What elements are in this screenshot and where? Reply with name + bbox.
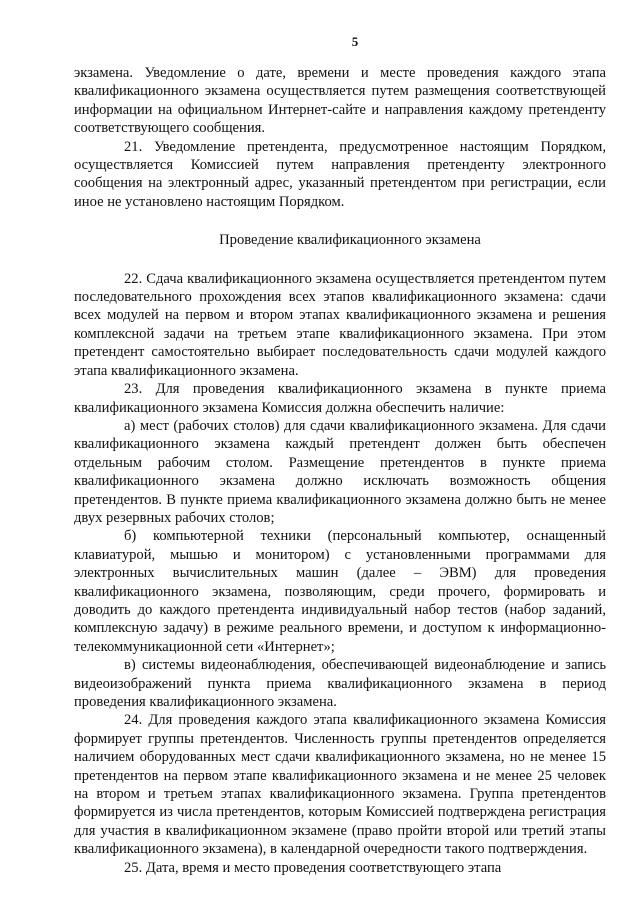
paragraph-continuation: экзамена. Уведомление о дате, времени и месте проведения каждого этапа квалификационного экзамена осуществляется путем размещения соответствующей информации на официальном Интернет-сайте и направления каждому претенденту соответствующего сообщения.: [74, 65, 606, 137]
paragraph-21: 21. Уведомление претендента, предусмотренное настоящим Порядком, осуществляется Комиссией путем направления претенденту электронного сообщения на электронный адрес, указанный претендентом при регистрации, если иное не установлено настоящим Порядком.: [74, 138, 606, 210]
paragraph-23-c: в) системы видеонаблюдения, обеспечивающей видеонаблюдение и запись видеоизображений пункта приема квалификационного экзамена в период проведения квалификационного экзамена.: [74, 657, 606, 710]
paragraph-24: 24. Для проведения каждого этапа квалификационного экзамена Комиссия формирует группы претендентов. Численность группы претендентов определяется наличием оборудованных мест сдачи квалификационного экзамена, но не менее 15 претендентов на первом этапе квалификационного экзамена и не менее 25 человек на втором и третьем этапах квалификационного экзамена. Группа претендентов формируется из числа претендентов, которым Комиссией подтверждена регистрация для участия в квалификационном экзамене (право пройти второй или третий этапы квалификационного экзамена), в календарной очередности такого подтверждения.: [74, 712, 606, 858]
section-heading: Проведение квалификационного экзамена: [219, 232, 481, 249]
page-number: 5: [351, 34, 359, 49]
paragraph-23: 23. Для проведения квалификационного экзамена в пункте приема квалификационного экзамена Комиссия должна обеспечить наличие:: [74, 381, 606, 416]
paragraph-23-b: б) компьютерной техники (персональный компьютер, оснащенный клавиатурой, мышью и монитором) с установленными программами для электронных вычислительных машин (далее – ЭВМ) для проведения квалификационного экзамена, позволяющим, среди прочего, формировать и доводить до каждого претендента индивидуальный набор тестов (набор заданий, комплексную задачу) в режиме реального времени, и доступом к информационно-телекоммуникационной сети «Интернет»;: [74, 528, 606, 655]
paragraph-23-a: а) мест (рабочих столов) для сдачи квалификационного экзамена. Для сдачи квалификационного экзамена каждый претендент должен быть обеспечен отдельным рабочим столом. Размещение претендентов в пункте приема квалификационного экзамена должно исключать возможность общения претендентов. В пункте приема квалификационного экзамена должно быть не менее двух резервных рабочих столов;: [74, 417, 606, 526]
paragraph-22: 22. Сдача квалификационного экзамена осуществляется претендентом путем последовательного прохождения всех этапов квалификационного экзамена: сдачи всех модулей на первом и втором этапах квалификационного экзамена и решения комплексной задачи на третьем этапе квалификационного экзамена. При этом претендент самостоятельно выбирает последовательность сдачи модулей каждого этапа квалификационного экзамена.: [74, 270, 606, 379]
paragraph-25: 25. Дата, время и место проведения соответствующего этапа: [124, 859, 502, 876]
